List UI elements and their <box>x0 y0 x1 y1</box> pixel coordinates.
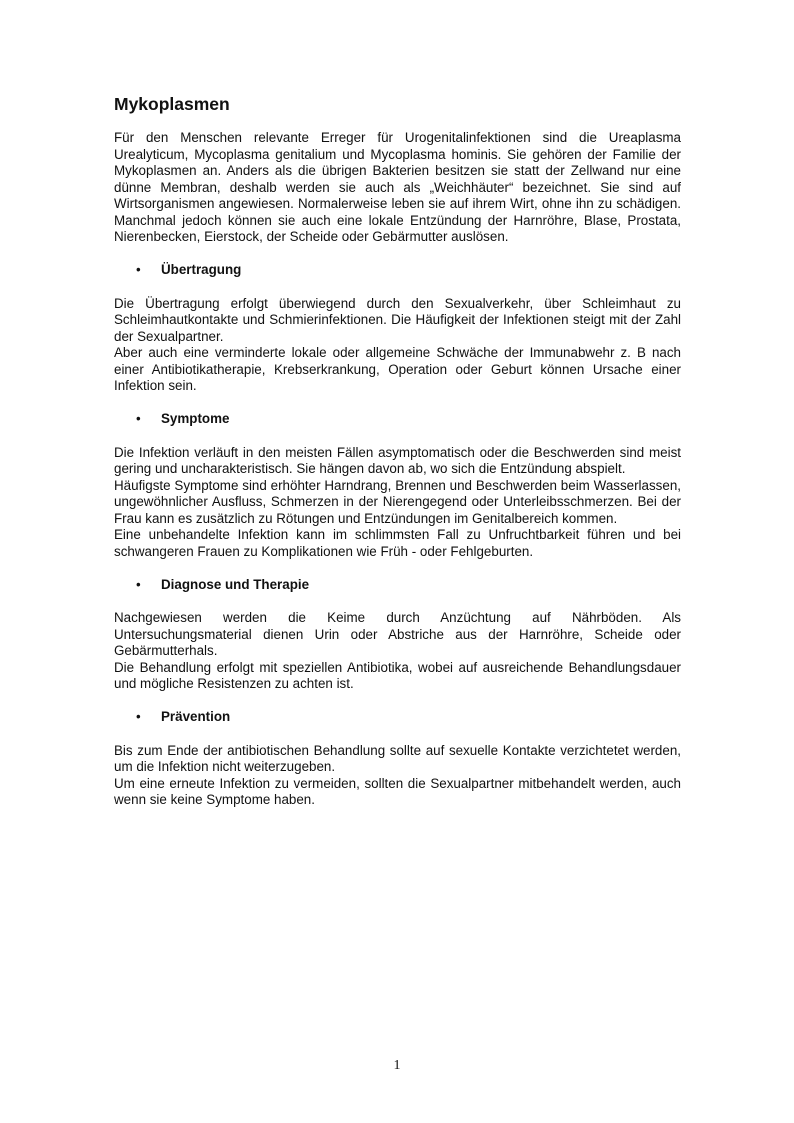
section-heading <box>114 710 681 726</box>
paragraph: Nachgewiesen werden die Keime durch Anzüchtung auf Nährböden. Als Untersuchungsmaterial dienen Urin oder Abstriche aus der Harnröhre, Scheide oder Gebärmutterhals. <box>114 610 681 658</box>
paragraph: Um eine erneute Infektion zu vermeiden, sollten die Sexualpartner mitbehandelt werden, auch wenn sie keine Symptome haben. <box>114 775 681 807</box>
page-number: 1 <box>393 1058 401 1073</box>
section-heading-text: Prävention <box>161 709 231 725</box>
section-heading-text: Übertragung <box>161 262 242 278</box>
section-diagnose-und-therapie <box>114 577 681 693</box>
section-body <box>114 610 681 693</box>
section-heading-text: Diagnose und Therapie <box>161 576 310 592</box>
section-heading <box>114 263 681 279</box>
section-uebertragung <box>114 263 681 395</box>
paragraph: Bis zum Ende der antibiotischen Behandlung sollte auf sexuelle Kontakte verzichtetet werden, um die Infektion nicht weiterzugeben. <box>114 742 681 774</box>
section-praevention <box>114 710 681 809</box>
section-body <box>114 743 681 809</box>
bullet-icon: • <box>136 262 141 278</box>
section-body <box>114 296 681 395</box>
paragraph: Die Übertragung erfolgt überwiegend durch den Sexualverkehr, über Schleimhaut zu Schleimhautkontakte und Schmierinfektionen. Die Häufigkeit der Infektionen steigt mit der Zahl der Sexualpartner. <box>114 295 681 344</box>
section-symptome <box>114 412 681 561</box>
section-heading <box>114 412 681 428</box>
document-page <box>114 93 681 826</box>
intro-paragraph: Für den Menschen relevante Erreger für Urogenitalinfektionen sind die Ureaplasma Urealyticum, Mycoplasma genitalium und Mycoplasma hominis. Sie gehören der Familie der Mykoplasmen an. Anders als die übrigen Bakterien besitzen sie statt der Zellwand nur eine dünne Membran, deshalb werden sie auch als „Weichhäuter“ bezeichnet. Sie sind auf Wirtsorganismen angewiesen. Normalerweise leben sie auf ihrem Wirt, ohne ihn zu schädigen. Manchmal jedoch können sie auch eine lokale Entzündung der Harnröhre, Blase, Prostata, Nierenbecken, Eierstock, der Scheide oder Gebärmutter auslösen. <box>114 130 681 244</box>
paragraph: Die Behandlung erfolgt mit speziellen Antibiotika, wobei auf ausreichende Behandlungsdauer und mögliche Resistenzen zu achten ist. <box>114 659 681 691</box>
section-heading-text: Symptome <box>161 411 230 427</box>
document-title: Mykoplasmen <box>114 94 230 114</box>
bullet-icon: • <box>136 709 141 725</box>
section-heading <box>114 577 681 593</box>
bullet-icon: • <box>136 411 141 427</box>
paragraph: Häufigste Symptome sind erhöhter Harndrang, Brennen und Beschwerden beim Wasserlassen, ungewöhnlicher Ausfluss, Schmerzen in der Nierengegend oder Unterleibsschmerzen. Bei der Frau kann es zusätzlich zu Rötungen und Entzündungen im Genitalbereich kommen. <box>114 477 681 526</box>
paragraph: Die Infektion verläuft in den meisten Fällen asymptomatisch oder die Beschwerden sind meist gering und uncharakteristisch. Sie hängen davon ab, wo sich die Entzündung abspielt. <box>114 444 681 476</box>
bullet-icon: • <box>136 576 141 592</box>
paragraph: Eine unbehandelte Infektion kann im schlimmsten Fall zu Unfruchtbarkeit führen und bei schwangeren Frauen zu Komplikationen wie Früh - oder Fehlgeburten. <box>114 527 681 559</box>
intro-block <box>114 130 681 246</box>
paragraph: Aber auch eine verminderte lokale oder allgemeine Schwäche der Immunabwehr z. B nach einer Antibiotikatherapie, Krebserkrankung, Operation oder Geburt können Ursache einer Infektion sein. <box>114 345 681 393</box>
section-body <box>114 445 681 561</box>
